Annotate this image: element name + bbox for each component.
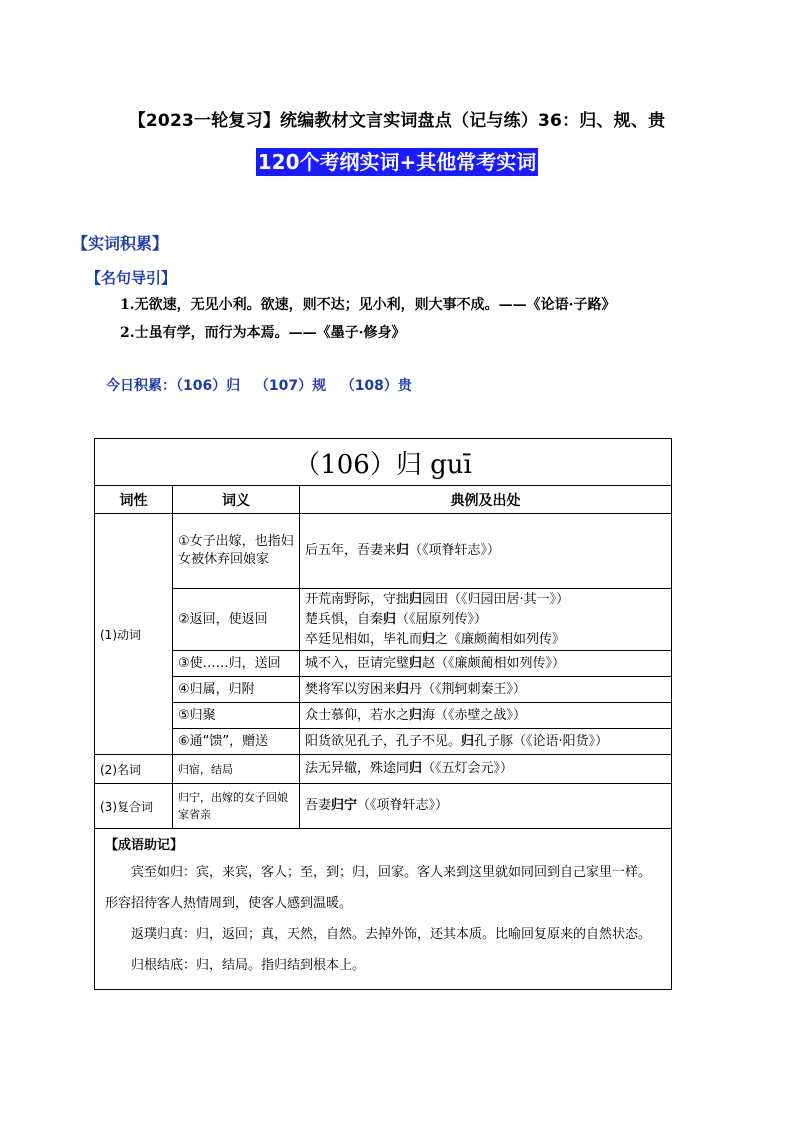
table-row [95,784,672,829]
example-text: 楚兵惧，自秦 [305,611,384,627]
keyword-highlight: 归 [396,681,410,697]
vocab-table [94,438,672,990]
example-text: 开荒南野际，守拙 [305,591,410,607]
table-row [95,651,672,677]
example-line [305,590,666,610]
example-line [305,654,666,674]
table-row [95,677,672,703]
section-heading: 【实词积累】 [72,234,169,253]
keyword-highlight: 归 [383,611,397,627]
keyword-highlight: 归 [461,733,475,749]
example-text: 卒廷见相如，毕礼而 [305,631,423,647]
example-source: 赵（《廉颇蔺相如列传》） [422,655,566,671]
meaning-cell: ⑥通“馈”，赠送 [173,729,300,755]
example-line [305,796,666,816]
idiom-paragraph: 宾至如归：宾，来宾，客人；至，到；归，回家。客人来到这里就如同回到自己家里一样。形容招待客人热情周到，使客人感到温暖。 [105,865,652,911]
idiom-paragraph: 归根结底：归，结局。指归结到根本上。 [131,958,366,973]
example-source: （《项脊轩志》） [357,798,449,813]
meaning-cell: ④归属，归附 [173,677,300,703]
idiom-paragraph: 返璞归真：归，返回；真，天然，自然。去掉外饰，还其本质。比喻回复原来的自然状态。 [131,927,652,942]
table-title: （106）归 guī [95,439,672,486]
keyword-highlight: 归 [409,707,423,723]
pos-cell: (3)复合词 [95,784,173,829]
col-header-examples: 典例及出处 [300,486,672,514]
col-header-pos: 词性 [95,486,173,514]
example-text: 吾妻 [305,798,332,813]
example-source: 丹（《荆轲刺秦王》） [409,681,527,697]
meaning-cell: ③使……归，送回 [173,651,300,677]
subtitle-wrap [0,148,794,176]
example-line [305,680,666,700]
keyword-highlight: 归宁 [331,798,358,813]
meaning-cell: ⑤归聚 [173,703,300,729]
example-text: 法无异辙，殊途同 [305,761,410,776]
example-cell [300,729,672,755]
example-source: 孔子豚（《论语·阳货》） [474,733,609,749]
example-line [305,732,666,752]
meaning-cell: 归宁，出嫁的女子回娘家省亲 [173,784,300,829]
today-accumulation: 今日积累：（106）归 （107）规 （108）贵 [106,378,412,394]
keyword-highlight: 归 [422,631,436,647]
example-source: （《屈原列传》） [396,611,488,627]
keyword-highlight: 归 [396,543,410,558]
example-cell [300,755,672,784]
example-cell [300,703,672,729]
example-source: 园田（《归园田居·其一》） [422,591,570,607]
example-text: 樊将军以穷困来 [305,681,397,697]
page-subtitle: 120个考纲实词+其他常考实词 [257,150,537,174]
example-text: 后五年，吾妻来 [305,543,397,558]
table-row [95,755,672,784]
example-text: 阳货欲见孔子，孔子不见。 [305,733,462,749]
table-body [95,514,672,829]
example-source: （《项脊轩志》） [409,543,501,558]
example-line [305,706,666,726]
example-text: 城不入，臣请完璧 [305,655,410,671]
meaning-cell: ②返回，使返回 [173,589,300,651]
sub-heading: 【名句导引】 [86,269,177,287]
keyword-highlight: 归 [409,761,423,776]
meaning-cell: 归宿，结局 [173,755,300,784]
table-row [95,729,672,755]
table-row [95,703,672,729]
meaning-cell: ①女子出嫁，也指妇女被休弃回娘家 [173,514,300,589]
example-cell [300,651,672,677]
col-header-meaning: 词义 [173,486,300,514]
example-cell [300,514,672,589]
example-line [305,759,666,779]
example-cell [300,784,672,829]
example-text: 众士慕仰，若水之 [305,707,410,723]
example-line [305,630,666,650]
pos-cell: (1)动词 [95,514,173,755]
keyword-highlight: 归 [409,655,423,671]
quote-2: 2.士虽有学，而行为本焉。——《墨子·修身》 [120,325,406,341]
example-cell [300,589,672,651]
pos-cell: (2)名词 [95,755,173,784]
example-source: 海（《赤壁之战》） [422,707,527,723]
idiom-title: 【成语助记】 [105,838,184,853]
keyword-highlight: 归 [409,591,423,607]
example-line [305,610,666,630]
page-title: 【2023一轮复习】统编教材文言实词盘点（记与练）36：归、规、贵 [128,111,666,131]
table-row [95,514,672,589]
quote-1: 1.无欲速，无见小利。欲速，则不达；见小利，则大事不成。——《论语·子路》 [120,297,616,313]
example-line [305,541,666,561]
idiom-box [95,829,672,990]
example-source: 之《廉颇蔺相如列传》 [435,631,566,647]
table-row [95,589,672,651]
example-source: （《五灯会元》） [422,761,514,776]
example-cell [300,677,672,703]
